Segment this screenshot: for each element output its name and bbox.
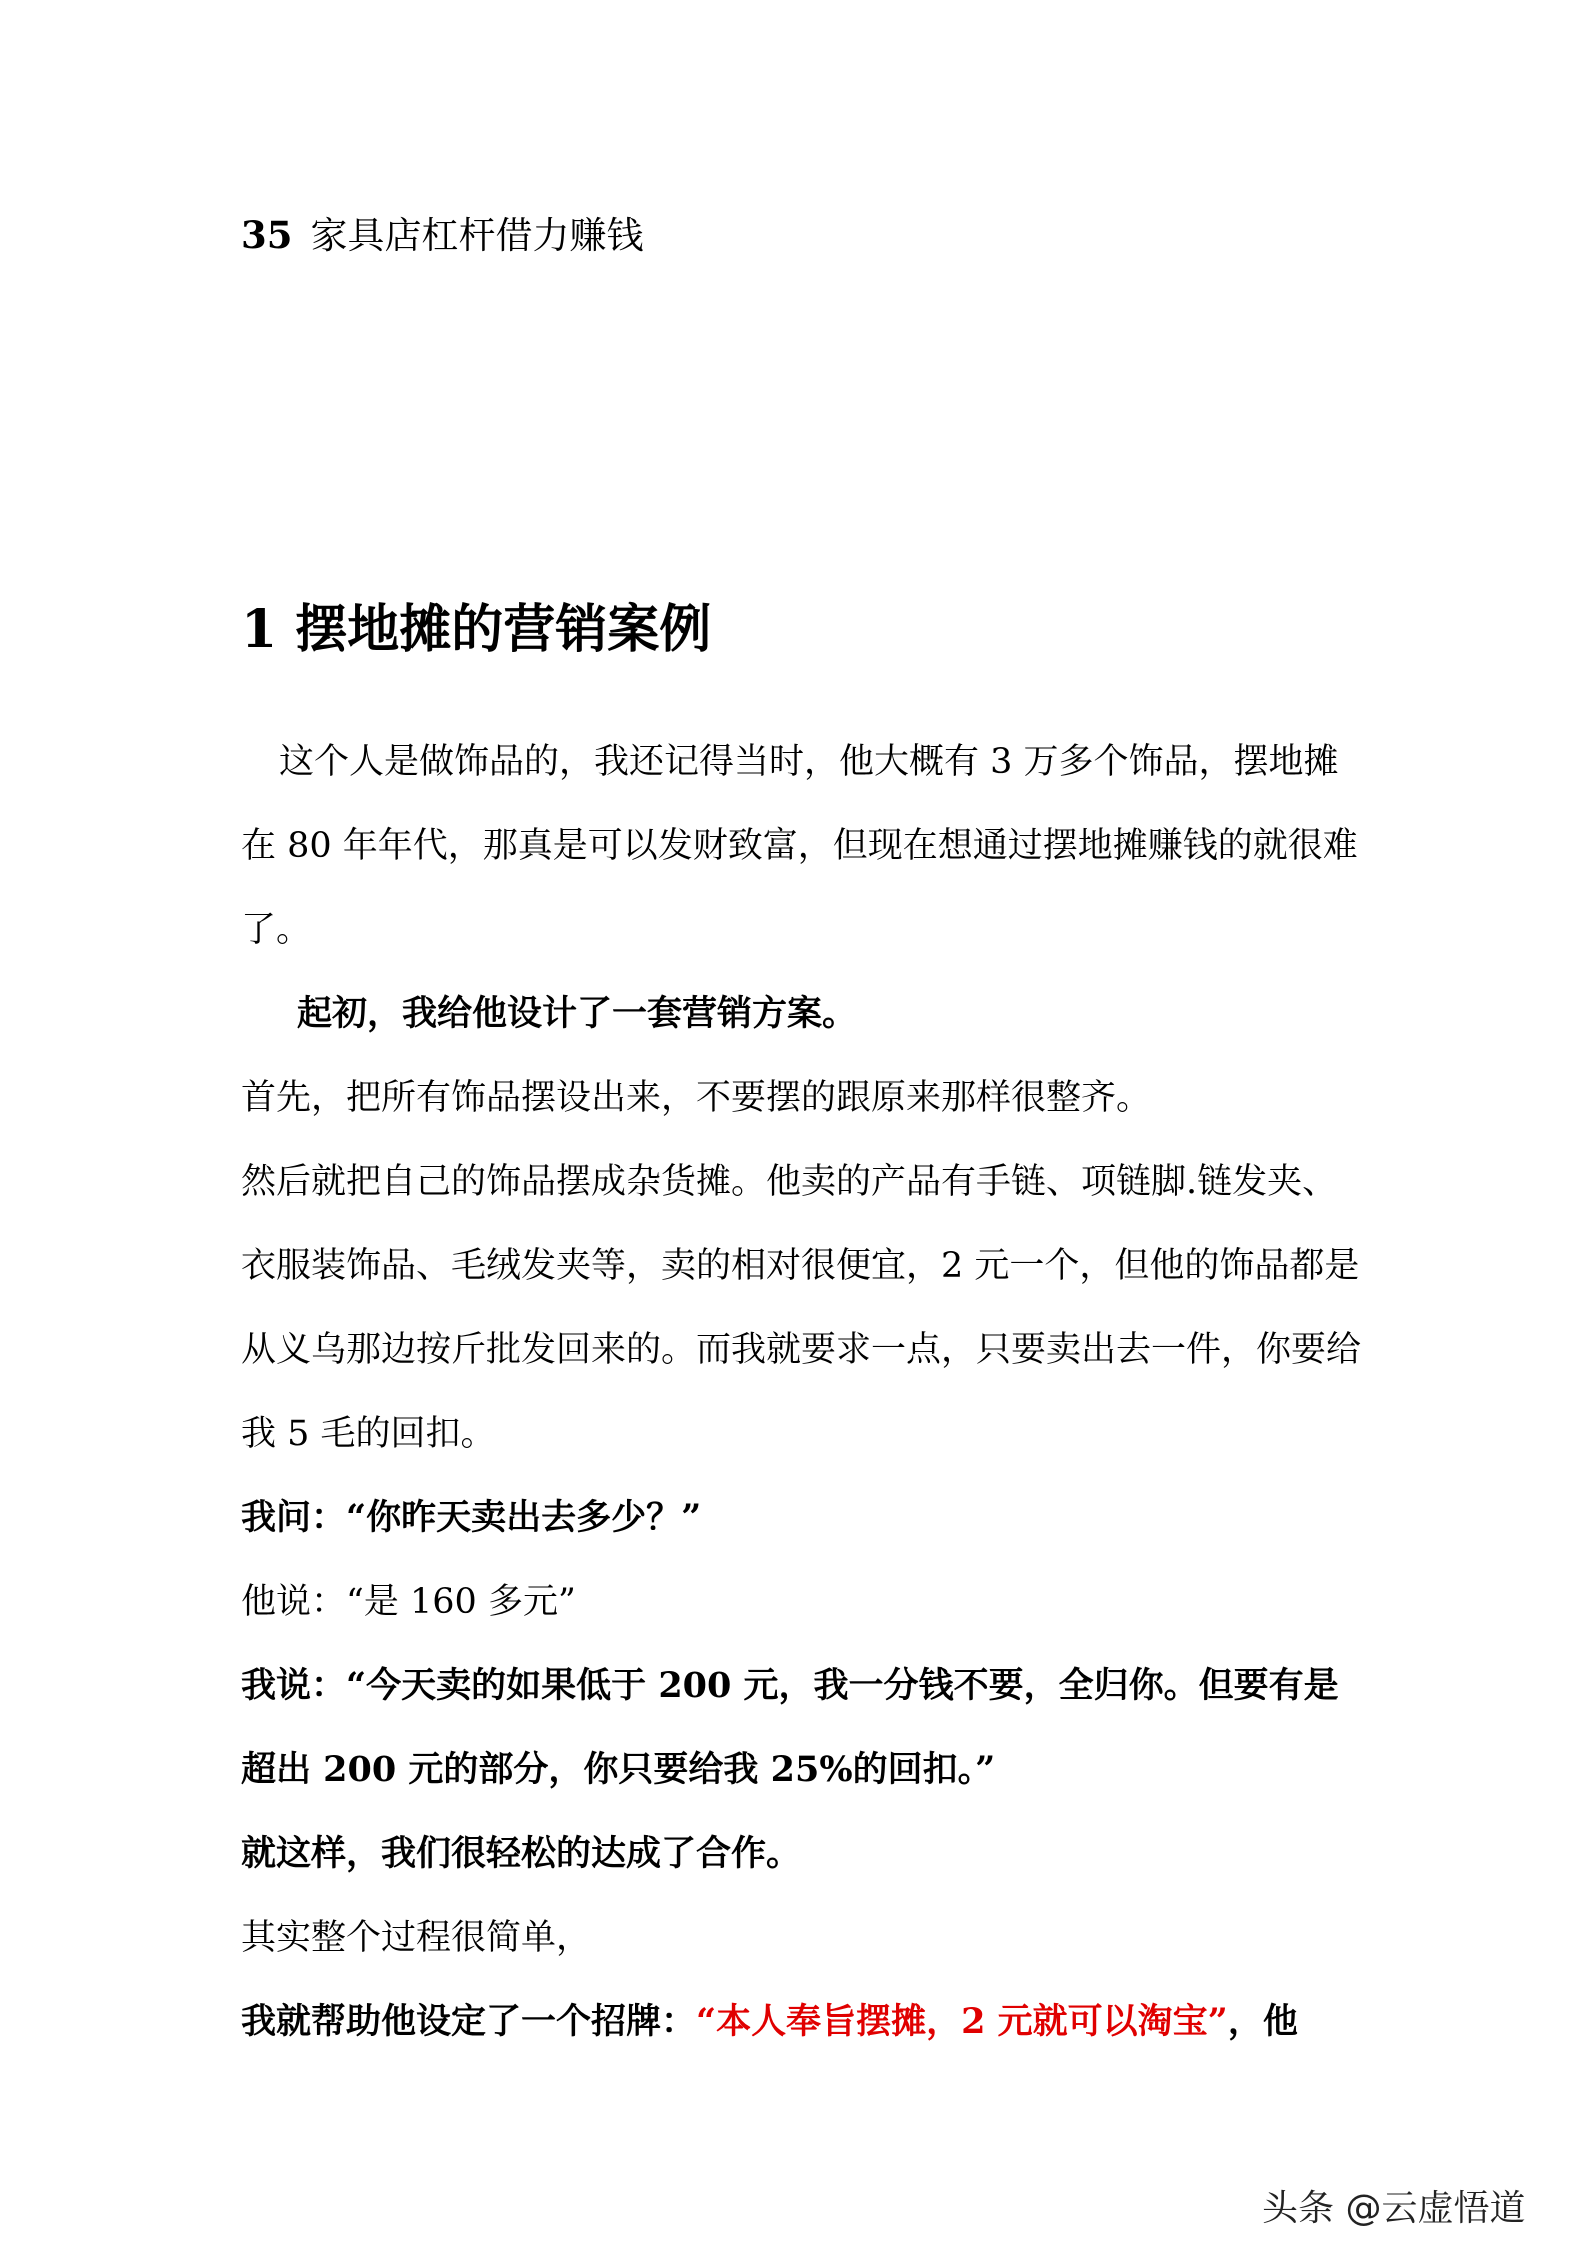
paragraph-first: 首先，把所有饰品摆设出来，不要摆的跟原来那样很整齐。 bbox=[241, 1078, 1152, 1118]
paragraph-sign bbox=[241, 1980, 1361, 2064]
watermark-text: 头条 @云虚悟道 bbox=[1262, 2188, 1526, 2229]
paragraph-agreement: 就这样，我们很轻松的达成了合作。 bbox=[241, 1833, 802, 1874]
paragraph-intro: 这个人是做饰品的，我还记得当时，他大概有 3 万多个饰品，摆地摊在 80 年年代，那真是可以发财致富，但现在想通过摆地摊赚钱的就很难了。 bbox=[241, 742, 1358, 950]
paragraph-plan: 起初，我给他设计了一套营销方案。 bbox=[297, 993, 858, 1034]
section-title: 1 摆地摊的营销案例 bbox=[241, 599, 712, 660]
paragraph-question: 我问：“你昨天卖出去多少？” bbox=[241, 1497, 702, 1538]
paragraph-then: 然后就把自己的饰品摆成杂货摊。他卖的产品有手链、项链脚.链发夹、衣服装饰品、毛绒发夹等，卖的相对很便宜，2 元一个，但他的饰品都是从义乌那边按斤批发回来的。而我就要求一点，只要卖出去一件，你要给我 5 毛的回扣。 bbox=[241, 1162, 1362, 1454]
article-body bbox=[241, 720, 1361, 2064]
sign-suffix: ，他 bbox=[1227, 2001, 1298, 2042]
paragraph-answer: 他说：“是 160 多元” bbox=[241, 1582, 576, 1622]
paragraph-simple: 其实整个过程很简单， bbox=[241, 1918, 592, 1958]
paragraph-offer: 我说：“今天卖的如果低于 200 元，我一分钱不要，全归你。但要有是超出 200 元的部分，你只要给我 25%的回扣。” bbox=[241, 1665, 1339, 1790]
sign-prefix: 我就帮助他设定了一个招牌： bbox=[241, 2001, 697, 2042]
toc-entry bbox=[241, 205, 644, 266]
sign-slogan: “本人奉旨摆摊，2 元就可以淘宝” bbox=[696, 2001, 1228, 2042]
toc-entry-title: 家具店杠杆借力赚钱 bbox=[310, 214, 644, 257]
toc-entry-number: 35 bbox=[241, 213, 293, 257]
